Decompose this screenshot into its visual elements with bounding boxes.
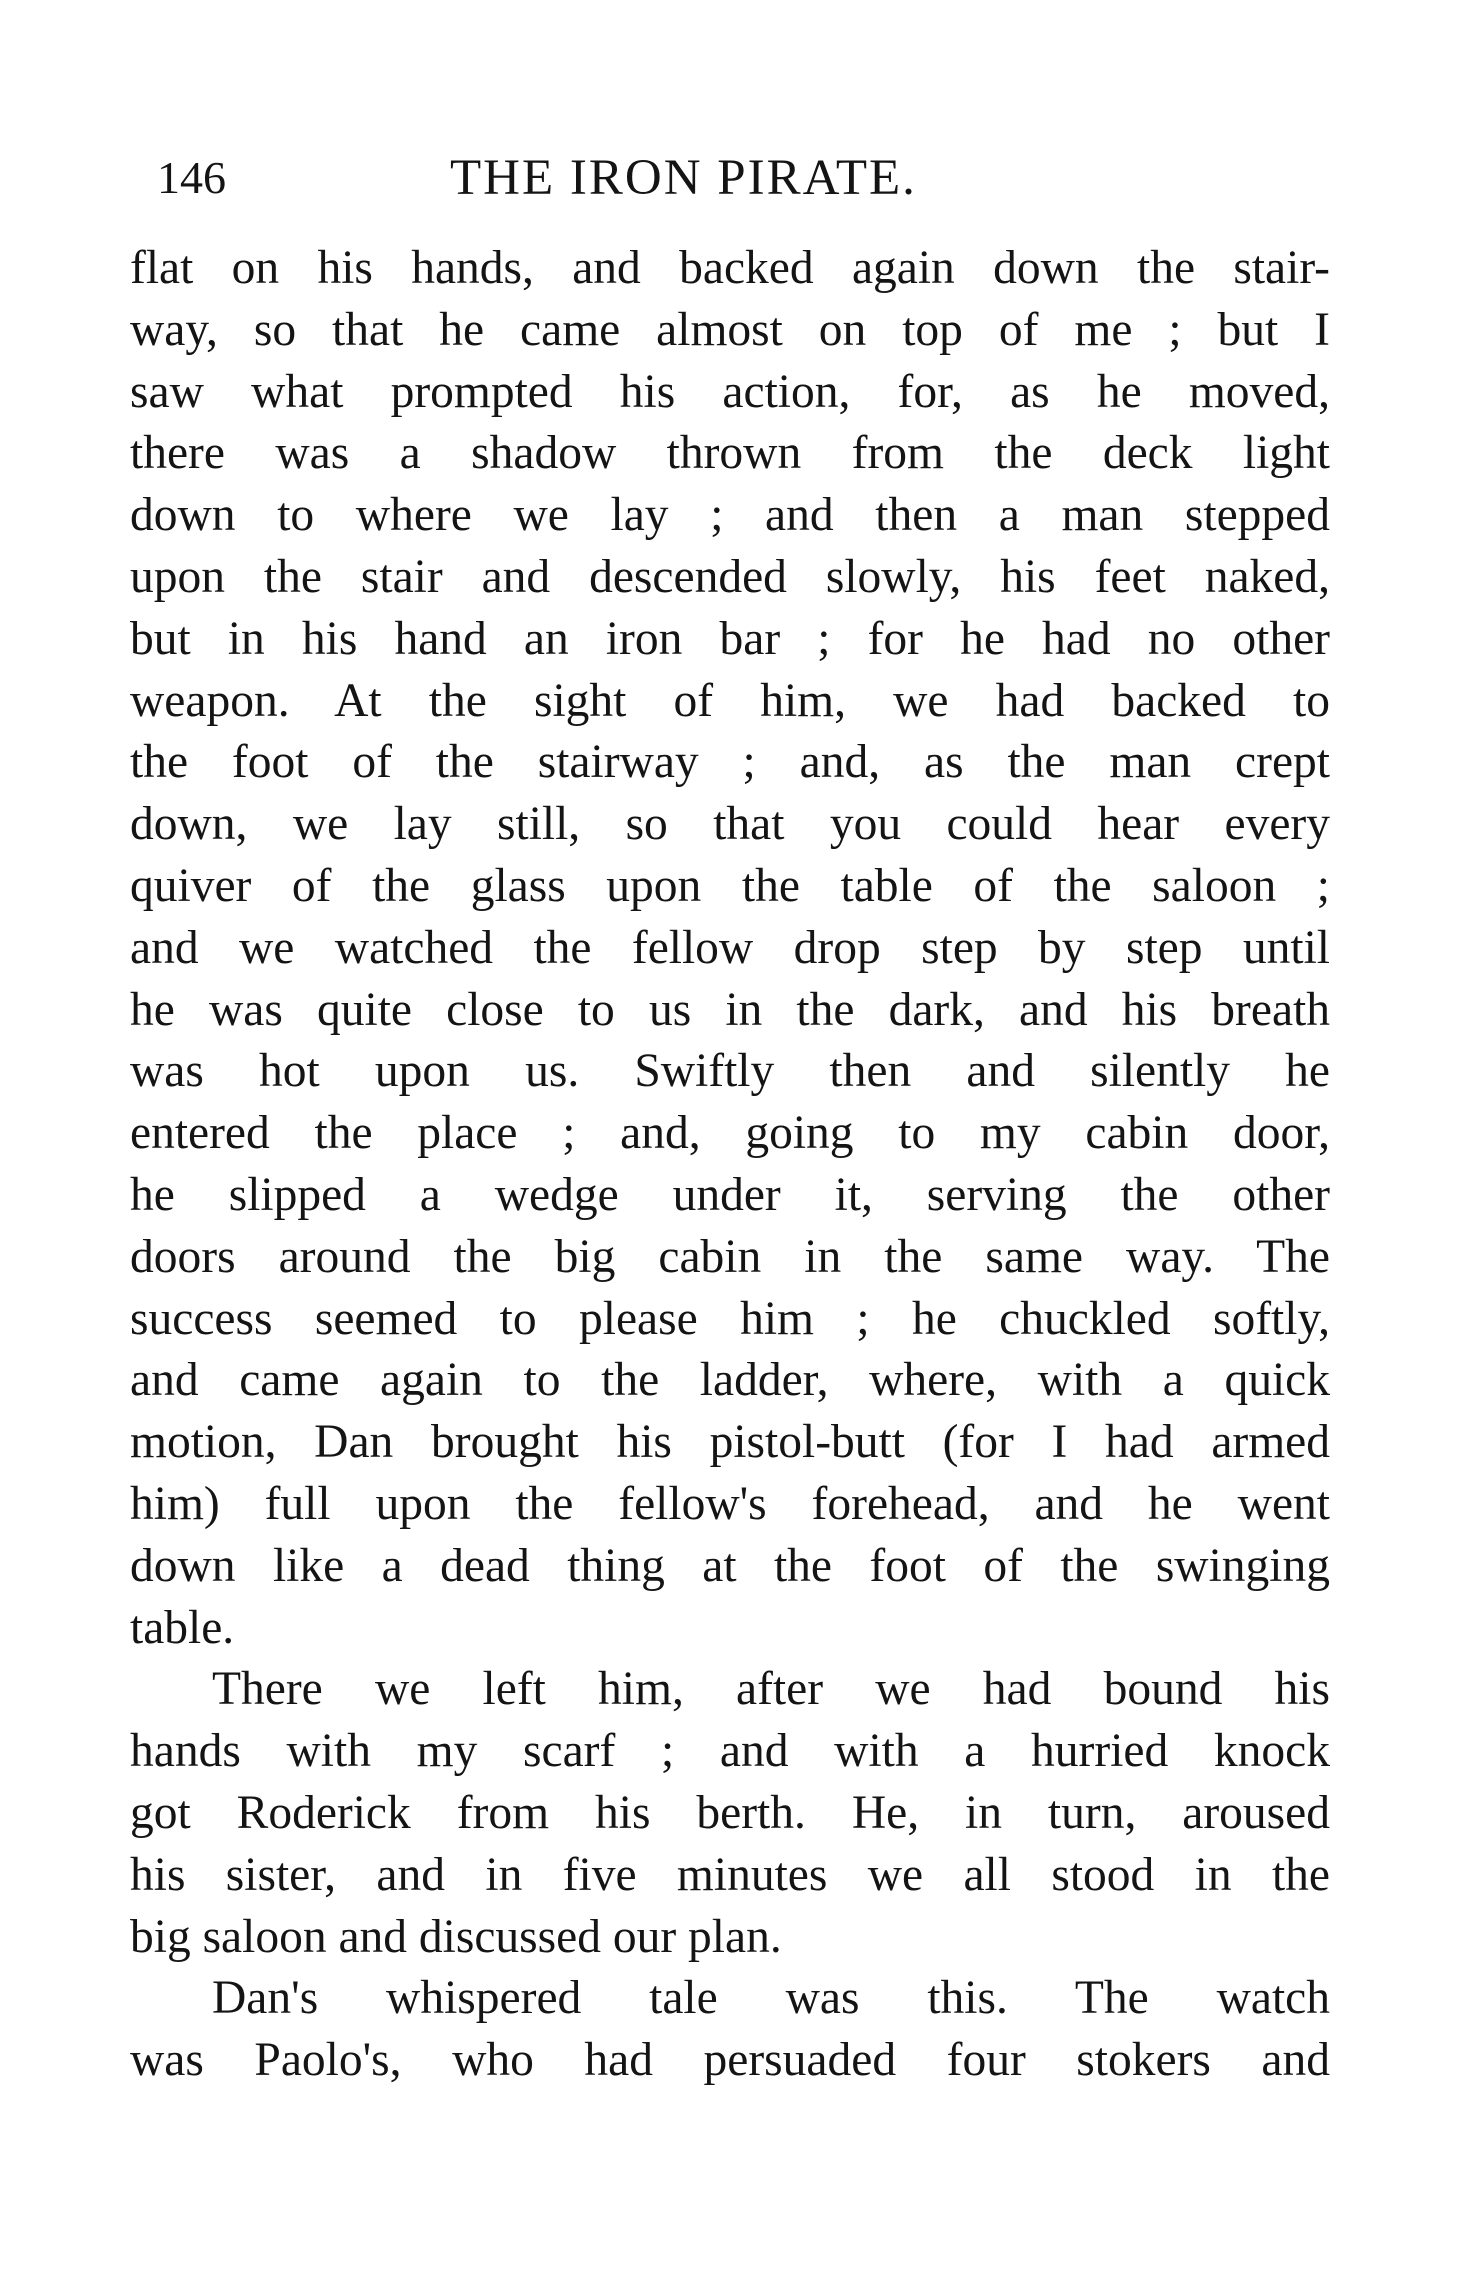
page-number: 146	[157, 152, 226, 203]
page-header	[157, 148, 1337, 208]
text-line: weapon. At the sight of him, we had backed to	[130, 674, 1330, 727]
text-line: big saloon and discussed our plan.	[130, 1910, 782, 1963]
text-line: got Roderick from his berth. He, in turn, aroused	[130, 1786, 1330, 1839]
text-line: success seemed to please him ; he chuckled softly,	[130, 1292, 1330, 1345]
text-line: and came again to the ladder, where, with a quick	[130, 1354, 1330, 1407]
text-line: There we left him, after we had bound his	[212, 1663, 1330, 1716]
text-line: way, so that he came almost on top of me ; but I	[130, 303, 1330, 356]
text-line: was hot upon us. Swiftly then and silently he	[130, 1045, 1330, 1098]
text-line: there was a shadow thrown from the deck light	[130, 427, 1330, 480]
text-line: down like a dead thing at the foot of the swinging	[130, 1539, 1330, 1592]
text-line: doors around the big cabin in the same way. The	[130, 1230, 1330, 1283]
text-line: he slipped a wedge under it, serving the other	[130, 1168, 1330, 1221]
text-line: table.	[130, 1601, 235, 1654]
text-line: and we watched the fellow drop step by step until	[130, 921, 1330, 974]
text-line: flat on his hands, and backed again down the stair-	[130, 242, 1330, 294]
text-line: was Paolo's, who had persuaded four stokers and	[130, 2034, 1330, 2087]
body-text	[130, 238, 1330, 2092]
text-line: Dan's whispered tale was this. The watch	[212, 1972, 1330, 2025]
text-line: motion, Dan brought his pistol-butt (for I had armed	[130, 1416, 1330, 1469]
text-line: him) full upon the fellow's forehead, and he went	[130, 1477, 1330, 1530]
text-line: down to where we lay ; and then a man stepped	[130, 489, 1330, 542]
text-line: entered the place ; and, going to my cabin door,	[130, 1107, 1330, 1160]
text-line: but in his hand an iron bar ; for he had no other	[130, 612, 1330, 665]
text-line: his sister, and in five minutes we all stood in the	[130, 1848, 1330, 1901]
text-line: saw what prompted his action, for, as he moved,	[130, 365, 1330, 418]
text-line: upon the stair and descended slowly, his feet naked,	[130, 550, 1330, 603]
text-line: down, we lay still, so that you could hear every	[130, 798, 1330, 851]
running-title: THE IRON PIRATE.	[450, 150, 917, 206]
text-line: quiver of the glass upon the table of the saloon ;	[130, 859, 1330, 912]
text-line: hands with my scarf ; and with a hurried knock	[130, 1725, 1330, 1778]
text-line: he was quite close to us in the dark, and his breath	[130, 983, 1330, 1036]
text-line: the foot of the stairway ; and, as the man crept	[130, 736, 1330, 789]
